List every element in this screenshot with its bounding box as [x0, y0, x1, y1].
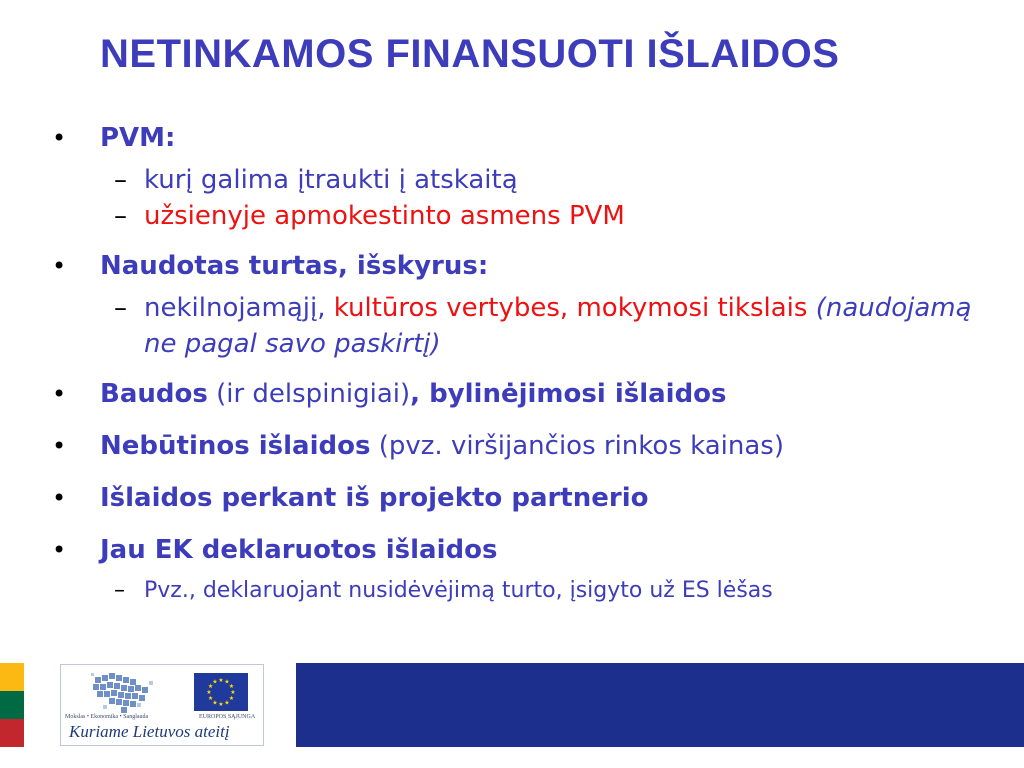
svg-text:★: ★: [218, 677, 224, 684]
bullet-dot: •: [52, 484, 67, 512]
sub-item-text: užsienyje apmokestinto asmens PVM: [144, 201, 625, 231]
svg-text:★: ★: [212, 678, 218, 686]
dash-marker: –: [114, 201, 127, 231]
bullet-label: Naudotas turtas, išskyrus:: [100, 251, 489, 281]
bullet-item-pvm: [52, 118, 982, 158]
svg-text:★: ★: [207, 683, 214, 690]
svg-text:★: ★: [230, 689, 236, 696]
bullet-label-2: , bylinėjimosi išlaidos: [410, 379, 727, 409]
bullet-plain: (pvz. viršijančios rinkos kainas): [370, 431, 784, 461]
lithuania-map-icon: [91, 671, 155, 715]
svg-text:★: ★: [207, 695, 214, 702]
bullet-label: Išlaidos perkant iš projekto partnerio: [100, 483, 649, 513]
svg-text:★: ★: [224, 678, 230, 686]
slide-title: NETINKAMOS FINANSUOTI IŠLAIDOS: [100, 32, 840, 76]
eu-flag-icon: [194, 673, 248, 711]
logo-tagline: Kuriame Lietuvos ateitį: [69, 722, 230, 741]
bullet-label: PVM:: [100, 123, 176, 153]
eu-label: EUROPOS SĄJUNGA: [199, 714, 256, 720]
dash-marker: –: [114, 578, 125, 603]
bullet-list: [52, 118, 982, 608]
sub-item-red: kultūros vertybes, mokymosi tikslais: [333, 293, 808, 323]
bullet-item-declared: [52, 530, 982, 570]
bullet-label: Baudos: [100, 379, 208, 409]
bullet-plain: (ir delspinigiai): [207, 379, 411, 409]
svg-text:★: ★: [218, 701, 224, 708]
bullet-dot: •: [52, 124, 67, 152]
bullet-item-fines: [52, 374, 982, 414]
bullet-item-unnecessary: [52, 426, 982, 466]
sub-item-text: Pvz., deklaruojant nusidėvėjimą turto, įsigyto už ES lėšas: [144, 578, 773, 603]
sub-item-italic: (naudojamą ne pagal savo paskirtį): [144, 293, 972, 359]
sub-item-text: kurį galima įtraukti į atskaitą: [144, 165, 518, 195]
sub-item: [52, 290, 982, 362]
bullet-dot: •: [52, 380, 67, 408]
bullet-dot: •: [52, 536, 67, 564]
bullet-item-partner: [52, 478, 982, 518]
sponsor-logo: [60, 664, 264, 746]
flag-stripe-yellow: [0, 663, 24, 691]
sub-item-plain: nekilnojamąjį,: [144, 293, 334, 323]
bullet-dot: •: [52, 252, 67, 280]
dash-marker: –: [114, 293, 127, 323]
bullet-label: Nebūtinos išlaidos: [100, 431, 371, 461]
svg-text:★: ★: [224, 699, 230, 707]
sub-item: [52, 574, 982, 608]
dash-marker: –: [114, 165, 127, 195]
flag-stripe-red: [0, 719, 24, 747]
svg-text:★: ★: [212, 699, 218, 707]
bullet-item-used-assets: [52, 246, 982, 286]
bullet-dot: •: [52, 432, 67, 460]
sub-item: [52, 162, 982, 198]
svg-text:★: ★: [228, 683, 235, 690]
sub-item: [52, 198, 982, 234]
bullet-label: Jau EK deklaruotos išlaidos: [100, 535, 498, 565]
flag-stripe-green: [0, 691, 24, 719]
svg-text:★: ★: [206, 689, 212, 696]
svg-text:★: ★: [228, 695, 235, 702]
logo-motto: Mokslas • Ekonomika • Sanglauda: [65, 714, 149, 720]
footer-bar: [296, 663, 1024, 747]
